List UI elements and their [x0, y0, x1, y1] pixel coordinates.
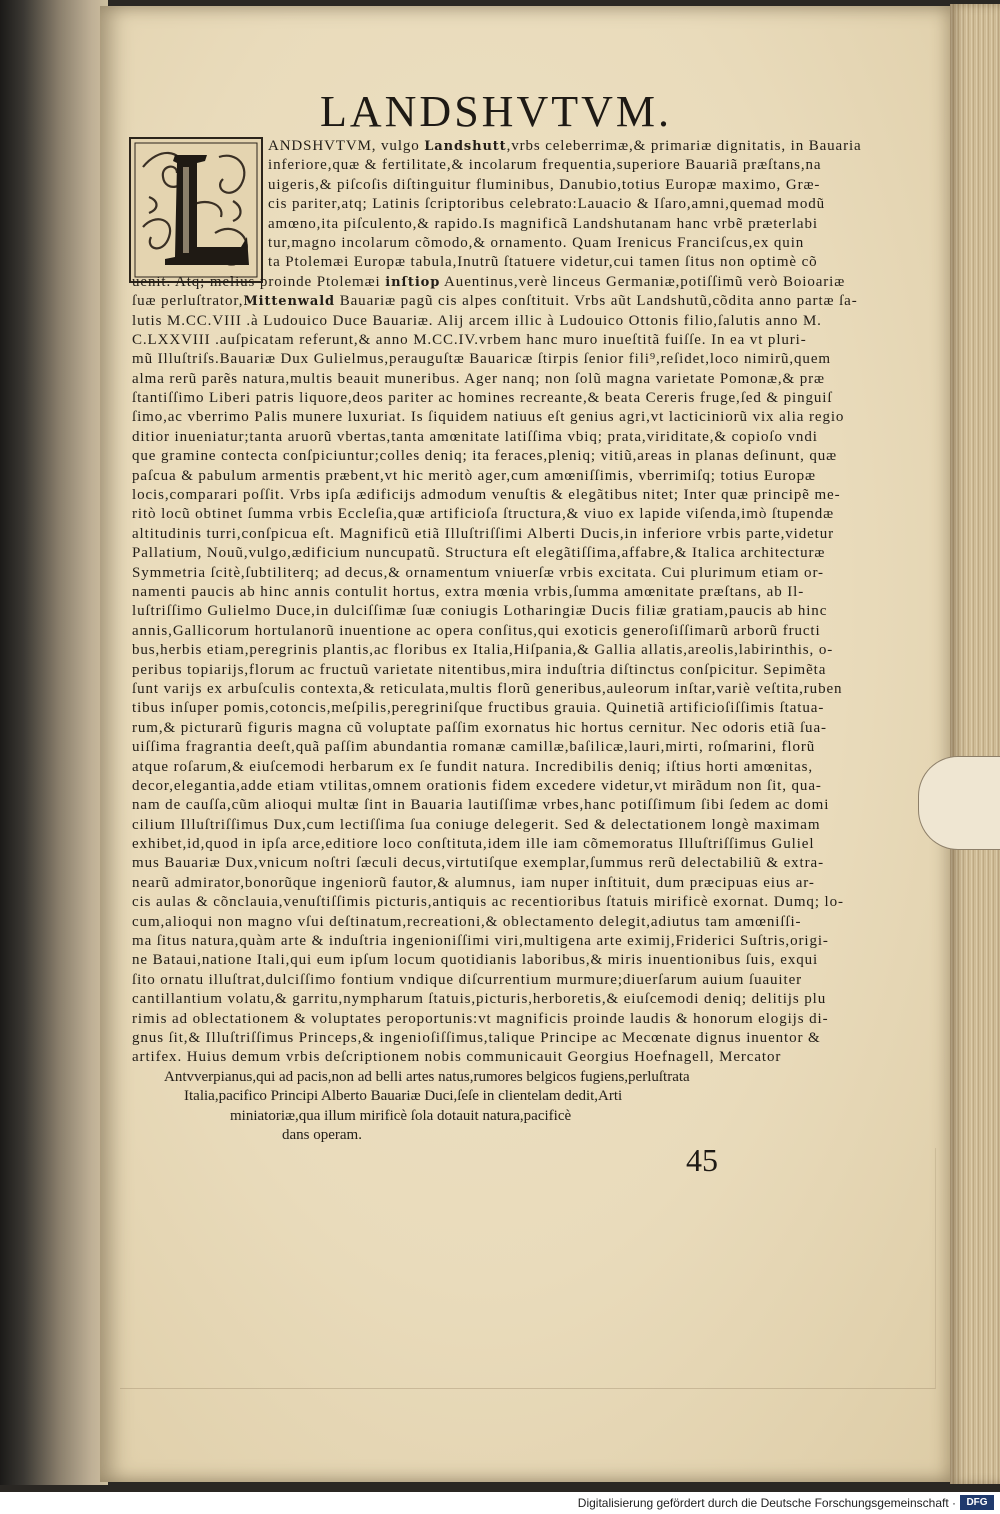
text-segment: que gramine contecta conſpiciuntur;colles deniq; ita feraces,pleniq; vitiũ,areas in planas deſinunt, quæ [132, 448, 838, 465]
text-segment: ANDSHVTVM, vulgo [268, 138, 425, 154]
text-line [132, 661, 862, 680]
text-segment: Auentinus,verè linceus Germaniæ,potiſſimũ verò Boioariæ [440, 273, 846, 290]
text-line [132, 758, 862, 777]
text-segment: ma ſitus natura,quàm arte & induſtria ingenioniſſimi viri,multigena arte eximij,Friderici Suſtris,origi- [132, 933, 829, 950]
text-line [132, 719, 862, 738]
text-segment: inferiore,quæ & fertilitate,& incolarum frequentia,superiore Bauariã præſtans,na [268, 157, 822, 174]
text-segment: lutis M.CC.VIII .à Ludouico Duce Bauariæ. Alij arcem illic à Ludouico Ottonis filio,ſalutis anno M. [132, 312, 822, 329]
text-segment: dans operam. [282, 1126, 362, 1143]
text-segment: Antvverpianus,qui ad pacis,non ad belli artes natus,rumores belgicos fugiens,perluſtrata [164, 1068, 690, 1085]
text-segment: decor,elegantia,adde etiam vtilitas,omnem orationis fidem excedere videtur,vt mirãdum non ſit, qua- [132, 777, 822, 794]
text-segment: miniatoriæ,qua illum mirificè ſola dotauit natura,pacificè [230, 1107, 572, 1124]
text-segment: ne Bataui,natione Itali,qui eum ipſum locum quotidianis laboribus,& miris inuentionibus ſuis, exqui [132, 952, 819, 969]
text-segment: cum,alioqui non magno vſui deſtinatum,recreationi,& oblectamento delegit,adiutus tam amœniſſi- [132, 913, 802, 930]
text-segment: peribus topiarijs,florum ac fructuũ varietate nitentibus,mira induſtria diſtinctus conſpicitur. Sepimẽta [132, 661, 827, 678]
text-line [132, 525, 862, 544]
text-segment: ſunt varijs ex arbuſculis contexta,& reticulata,multis florũ generibus,auleorum inſtar,variè veſtita,ruben [132, 680, 843, 697]
text-line [132, 253, 862, 272]
text-line [132, 583, 862, 602]
text-segment: Bauariæ pagũ cis alpes conſtituit. Vrbs aũt Landshutũ,cõdita anno partæ ſa- [335, 293, 858, 310]
text-segment: artifex. Huius demum vrbis deſcriptionem nobis communicauit Georgius Hoefnagell, Mercator [132, 1049, 782, 1066]
text-line [132, 1010, 862, 1029]
text-line [132, 467, 862, 486]
text-line [132, 195, 862, 214]
text-segment: ſito ornatu illuſtrat,dulciſſimo fontium vndique diſcurrentium murmure;diuerſarum auium ſuauiter [132, 971, 803, 988]
text-line [132, 602, 862, 621]
text-segment: rum,& picturarũ figuris magna cũ voluptate paſſim exornatus hic hortus cernitur. Nec odoris etiã ſua- [132, 719, 827, 736]
text-segment: bus,herbis etiam,peregrinis plantis,ac floribus ex Italia,Hiſpania,& Gallia allatis,areolis,labirinthis, o- [132, 642, 834, 659]
text-segment: amœno,ita piſculento,& rapido.Is magnificã Landshutanam hanc vrbẽ præterlabi [268, 215, 818, 232]
text-line [132, 215, 862, 234]
text-line [132, 1048, 862, 1067]
text-line [132, 951, 862, 970]
text-segment: uenit. Atq; melius proinde Ptolemæi [132, 273, 386, 290]
text-segment: namenti paucis ab hinc annis contulit hortus, extra mœnia vrbis,ſumma amœnitate præſtans, ab Il- [132, 583, 805, 600]
text-line [132, 312, 862, 331]
text-segment: ditior inueniatur;tanta aruorũ vbertas,tanta amœnitate latiſſima vbiq; prata,viriditate,& copioſo vndi [132, 428, 818, 445]
text-segment: uiſſima fragrantia deeſt,quã paſſim abundantia romanæ camillæ,baſilicæ,lauri,mirti, roſmarini, florũ [132, 739, 816, 756]
text-segment: Italia,pacifico Principi Alberto Bauariæ Duci,ſeſe in clientelam dedit,Arti [184, 1088, 623, 1105]
text-segment: ,vrbs celeberrimæ,& primariæ dignitatis, in Bauaria [506, 138, 862, 154]
text-line [132, 835, 862, 854]
text-line [132, 1126, 862, 1145]
text-segment: cilium Illuſtriſſimus Dux,cum lectiſſima ſua coniuge delegerit. Sed & delectationem longè maximam [132, 816, 821, 833]
text-line [132, 854, 862, 873]
body-text [132, 137, 862, 1145]
text-segment: ſtantiſſimo Liberi patris liquore,deos pariter ac homines recreante,& beata Cereris fruge,ſed & pinguiſ [132, 390, 833, 407]
text-line [132, 505, 862, 524]
text-segment: inſtiop [385, 274, 441, 290]
text-line [132, 292, 862, 311]
text-segment: exhibet,id,quod in ipſa arce,editiore loco conſtituta,idem ille iam cõmemoratus Illuſtriſſimus Guliel [132, 836, 815, 853]
text-segment: mũ Illuſtriſs.Bauariæ Dux Gulielmus,perauguſtæ Bauaricæ ſtirpis ſenior fili⁹,reſidet,loco nimirũ,quem [132, 351, 831, 368]
text-segment: Landshutt [424, 139, 507, 154]
text-line [132, 1029, 862, 1048]
text-line [132, 777, 862, 796]
text-line [132, 156, 862, 175]
footer-bar [0, 1492, 1000, 1514]
text-segment: annis,Gallicorum hortulanorũ inuentione ac opera conſitus,qui exoticis generoſiſſimarũ arborũ fructi [132, 622, 821, 639]
text-segment: cis aulas & cõnclauia,venuſtiſſimis picturis,antiquis ac recentioribus ſtatuis mirificè exornat. Dumq; lo- [132, 894, 844, 911]
text-line [132, 331, 862, 350]
text-line [132, 738, 862, 757]
text-line [132, 176, 862, 195]
text-line [132, 680, 862, 699]
book-gutter [0, 0, 108, 1485]
text-line [132, 544, 862, 563]
text-segment: luſtriſſimo Gulielmo Duce,in dulciſſimæ ſuæ coniugis Lotharingiæ Ducis filiæ gratiam,paucis ab hinc [132, 603, 828, 620]
text-segment: altitudinis turri,conſpicua eſt. Magnificũ etiã Illuſtriſſimi Alberti Ducis,in inferiore vrbis parte,videtur [132, 525, 835, 542]
text-segment: cantillantium volatu,& garritu,nympharum ſtatuis,picturis,herboretis,& eiuſcemodi deniq; delitijs plu [132, 991, 827, 1008]
text-line [132, 564, 862, 583]
text-segment: ritò locũ obtinet ſumma vrbis Eccleſia,quæ artificioſa ſtructura,& viuo ex lapide viſenda,imò ſtupendæ [132, 506, 835, 523]
text-segment: tibus inſuper pomis,cotoncis,meſpilis,peregriniſque fructibus grauia. Quinetiã artificioſiſſimis ſtatua- [132, 700, 825, 717]
text-segment: alma rerũ parẽs natura,multis beauit muneribus. Ager nanq; non ſolũ magna varietate Pomonæ,& præ [132, 370, 825, 387]
text-segment: ta Ptolemæi Europæ tabula,Inutrũ ſtatuere videtur,cui tamen ſitus non optimè cõ [268, 254, 818, 271]
text-segment: nam de cauſſa,cũm alioqui multæ ſint in Bauaria lautiſſimæ vrbes,hanc potiſſimum ſibi ſedem ac domi [132, 797, 830, 814]
text-line [132, 273, 862, 292]
text-segment: ſimo,ac vberrimo Palis munere luxuriat. Is ſiquidem natiuus eſt genius agri,vt lacticiniorũ vix alia regio [132, 409, 845, 426]
text-line [132, 1107, 862, 1126]
text-line [132, 370, 862, 389]
text-segment: atque roſarum,& eiuſcemodi herbarum ex ſe fundit natura. Incredibilis deniq; iſtius horti amœnitas, [132, 758, 814, 775]
page-tab [918, 756, 1000, 850]
text-segment: ſuæ perluſtrator, [132, 293, 244, 310]
text-line [132, 486, 862, 505]
footer-credit: Digitalisierung gefördert durch die Deutsche Forschungsgemeinschaft · [577, 1496, 956, 1510]
text-line [132, 816, 862, 835]
text-line [132, 932, 862, 951]
text-segment: tur,magno incolarum cõmodo,& ornamento. Quam Irenicus Franciſcus,ex quin [268, 234, 805, 251]
text-segment: Mittenwald [243, 294, 336, 310]
text-segment: mus Bauariæ Dux,vnicum noſtri ſæculi decus,virtutiſque exemplar,ſummus rerũ delectabiliũ & extra- [132, 855, 824, 872]
text-line [132, 699, 862, 718]
text-line [132, 874, 862, 893]
text-segment: Symmetria ſcitè,ſubtiliterq; ad decus,& ornamentum vniuerſæ vrbis excitata. Cui plurimum etiam or- [132, 564, 824, 581]
text-segment: C.LXXVIII .auſpicatam referunt,& anno M.CC.IV.vrbem hanc muro inueſtitã fuiſſe. In ea vt pluri- [132, 331, 807, 348]
text-line [132, 893, 862, 912]
text-line [132, 622, 862, 641]
text-line [132, 428, 862, 447]
text-segment: rimis ad oblectationem & voluptates peroportunis:vt magnificis proinde laudis & honorum elogijs di- [132, 1010, 829, 1027]
text-line [132, 913, 862, 932]
page-title: LANDSHVTVM. [320, 87, 672, 136]
text-segment: paſcua & pabulum armentis præbent,vt hic meritò ager,cum amœniſſimis, vberrimiſq; totius Europæ [132, 467, 816, 484]
text-line [132, 234, 862, 253]
text-line [132, 350, 862, 369]
text-line [132, 971, 862, 990]
text-segment: Pallatium, Nouũ,vulgo,ædificium nuncupatũ. Structura eſt elegãtiſſima,affabre,& Italica architecturæ [132, 545, 826, 562]
text-line [132, 990, 862, 1009]
text-line [132, 641, 862, 660]
text-line [132, 137, 862, 156]
text-segment: locis,comparari poſſit. Vrbs ipſa ædificijs admodum venuſtis & elegãtibus nitet; Inter quæ principẽ me- [132, 487, 841, 504]
text-line [132, 389, 862, 408]
folio-number: 45 [686, 1142, 718, 1178]
text-segment: uigeris,& piſcoſis diſtinguitur fluminibus, Danubio,totius Europæ maximo, Græ- [268, 176, 821, 193]
text-line [132, 1068, 862, 1087]
plate-mark [120, 1148, 936, 1389]
text-segment: cis pariter,atq; Latinis ſcriptoribus celebrato:Lauacio & Iſaro,amni,quemad modũ [268, 196, 826, 213]
dfg-logo-icon: DFG [960, 1495, 994, 1510]
page-edges [950, 4, 1000, 1484]
text-line [132, 447, 862, 466]
text-line [132, 796, 862, 815]
text-segment: nearũ admirator,bonorũque ingeniorũ fautor,& alumnus, iam nuper inſtituit, dum præcipuas eius ar- [132, 874, 815, 891]
text-line [132, 1087, 862, 1106]
text-line [132, 408, 862, 427]
text-segment: gnus ſit,& Illuſtriſſimus Princeps,& ingenioſiſſimus,talique Principe ac Mecœnate dignus inuentor & [132, 1029, 821, 1046]
